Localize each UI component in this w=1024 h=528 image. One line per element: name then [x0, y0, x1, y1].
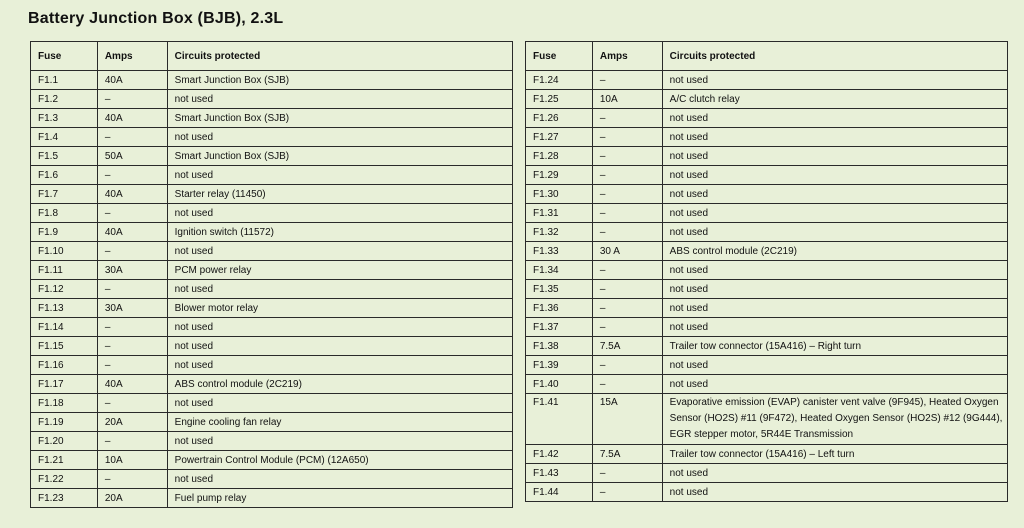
circuit-cell: A/C clutch relay	[662, 90, 1007, 109]
circuit-cell: not used	[167, 204, 512, 223]
table-row	[526, 166, 1008, 185]
table-row	[31, 451, 513, 470]
table-row	[31, 242, 513, 261]
table-row	[31, 147, 513, 166]
fuse-cell: F1.36	[526, 299, 593, 318]
circuit-cell: not used	[167, 356, 512, 375]
circuit-cell: Trailer tow connector (15A416) – Right turn	[662, 337, 1007, 356]
circuit-cell: not used	[662, 299, 1007, 318]
amps-cell: –	[97, 432, 167, 451]
fuse-cell: F1.30	[526, 185, 593, 204]
table-row	[31, 394, 513, 413]
fuse-cell: F1.17	[31, 375, 98, 394]
amps-cell: 20A	[97, 489, 167, 508]
circuit-cell: not used	[662, 223, 1007, 242]
amps-cell: –	[592, 375, 662, 394]
amps-cell: –	[592, 204, 662, 223]
amps-cell: –	[592, 71, 662, 90]
circuit-cell: not used	[167, 432, 512, 451]
amps-cell: –	[592, 299, 662, 318]
fuse-cell: F1.23	[31, 489, 98, 508]
circuit-cell: not used	[167, 90, 512, 109]
circuit-cell: Engine cooling fan relay	[167, 413, 512, 432]
circuit-cell: not used	[662, 280, 1007, 299]
amps-cell: 40A	[97, 109, 167, 128]
table-row	[31, 489, 513, 508]
circuit-cell: Powertrain Control Module (PCM) (12A650)	[167, 451, 512, 470]
amps-cell: –	[592, 109, 662, 128]
amps-cell: –	[592, 464, 662, 483]
column-header-circuits: Circuits protected	[662, 42, 1007, 71]
table-header-row	[31, 42, 513, 71]
table-row	[526, 242, 1008, 261]
column-header-amps: Amps	[592, 42, 662, 71]
amps-cell: –	[97, 166, 167, 185]
amps-cell: –	[592, 166, 662, 185]
fuse-cell: F1.11	[31, 261, 98, 280]
table-row	[31, 71, 513, 90]
amps-cell: 40A	[97, 71, 167, 90]
fuse-cell: F1.37	[526, 318, 593, 337]
table-row	[526, 90, 1008, 109]
fuse-cell: F1.2	[31, 90, 98, 109]
amps-cell: 7.5A	[592, 337, 662, 356]
circuit-cell: Trailer tow connector (15A416) – Left turn	[662, 445, 1007, 464]
circuit-cell: not used	[662, 464, 1007, 483]
amps-cell: –	[97, 280, 167, 299]
fuse-cell: F1.6	[31, 166, 98, 185]
amps-cell: 20A	[97, 413, 167, 432]
fuse-cell: F1.3	[31, 109, 98, 128]
amps-cell: 40A	[97, 185, 167, 204]
amps-cell: –	[592, 280, 662, 299]
amps-cell: –	[97, 337, 167, 356]
amps-cell: 40A	[97, 375, 167, 394]
fuse-table-left	[30, 41, 513, 508]
table-row	[526, 375, 1008, 394]
table-row	[31, 337, 513, 356]
circuit-cell: not used	[662, 71, 1007, 90]
circuit-cell: not used	[662, 147, 1007, 166]
table-row	[31, 261, 513, 280]
fuse-cell: F1.5	[31, 147, 98, 166]
table-row	[31, 413, 513, 432]
fuse-cell: F1.31	[526, 204, 593, 223]
fuse-cell: F1.22	[31, 470, 98, 489]
amps-cell: –	[592, 147, 662, 166]
table-row	[31, 204, 513, 223]
table-row	[31, 318, 513, 337]
circuit-cell: Smart Junction Box (SJB)	[167, 71, 512, 90]
fuse-cell: F1.29	[526, 166, 593, 185]
table-row	[31, 185, 513, 204]
circuit-cell: not used	[167, 166, 512, 185]
amps-cell: –	[592, 223, 662, 242]
amps-cell: –	[97, 90, 167, 109]
fuse-cell: F1.4	[31, 128, 98, 147]
circuit-cell: Fuel pump relay	[167, 489, 512, 508]
circuit-cell: not used	[662, 109, 1007, 128]
table-row	[526, 445, 1008, 464]
circuit-cell: Ignition switch (11572)	[167, 223, 512, 242]
circuit-cell: not used	[662, 185, 1007, 204]
amps-cell: 10A	[97, 451, 167, 470]
fuse-table-right	[525, 41, 1008, 502]
fuse-cell: F1.44	[526, 483, 593, 502]
circuit-cell: not used	[167, 394, 512, 413]
table-row	[526, 464, 1008, 483]
circuit-cell: not used	[662, 483, 1007, 502]
fuse-cell: F1.41	[526, 394, 593, 445]
amps-cell: 50A	[97, 147, 167, 166]
fuse-cell: F1.24	[526, 71, 593, 90]
amps-cell: –	[592, 356, 662, 375]
circuit-cell: ABS control module (2C219)	[167, 375, 512, 394]
amps-cell: –	[97, 318, 167, 337]
circuit-cell: ABS control module (2C219)	[662, 242, 1007, 261]
circuit-cell: Smart Junction Box (SJB)	[167, 109, 512, 128]
fuse-cell: F1.38	[526, 337, 593, 356]
fuse-cell: F1.12	[31, 280, 98, 299]
table-row	[31, 90, 513, 109]
circuit-cell: not used	[662, 375, 1007, 394]
table-row	[31, 470, 513, 489]
amps-cell: 40A	[97, 223, 167, 242]
fuse-cell: F1.28	[526, 147, 593, 166]
fuse-cell: F1.1	[31, 71, 98, 90]
table-row	[526, 261, 1008, 280]
fuse-cell: F1.34	[526, 261, 593, 280]
table-row	[526, 71, 1008, 90]
column-header-circuits: Circuits protected	[167, 42, 512, 71]
fuse-cell: F1.35	[526, 280, 593, 299]
fuse-cell: F1.21	[31, 451, 98, 470]
amps-cell: –	[592, 128, 662, 147]
table-row	[31, 432, 513, 451]
fuse-cell: F1.16	[31, 356, 98, 375]
table-row	[526, 337, 1008, 356]
amps-cell: –	[592, 261, 662, 280]
fuse-cell: F1.20	[31, 432, 98, 451]
fuse-cell: F1.15	[31, 337, 98, 356]
amps-cell: 10A	[592, 90, 662, 109]
amps-cell: –	[592, 185, 662, 204]
fuse-cell: F1.9	[31, 223, 98, 242]
table-row	[526, 356, 1008, 375]
circuit-cell: Blower motor relay	[167, 299, 512, 318]
table-row	[526, 483, 1008, 502]
table-row	[526, 185, 1008, 204]
table-row	[526, 109, 1008, 128]
fuse-cell: F1.14	[31, 318, 98, 337]
table-row	[526, 318, 1008, 337]
table-row	[526, 204, 1008, 223]
amps-cell: –	[97, 394, 167, 413]
table-row	[526, 394, 1008, 445]
table-header-row	[526, 42, 1008, 71]
page-title: Battery Junction Box (BJB), 2.3L	[28, 10, 284, 27]
table-row	[526, 299, 1008, 318]
circuit-cell: not used	[662, 261, 1007, 280]
circuit-cell: Evaporative emission (EVAP) canister vent valve (9F945), Heated Oxygen Sensor (HO2S) #11 (9F472), Heated Oxygen Sensor (HO2S) #12 (9G444), EGR stepper motor, 5R44E Transmission	[662, 394, 1007, 445]
column-header-fuse: Fuse	[526, 42, 593, 71]
circuit-cell: not used	[167, 242, 512, 261]
fuse-cell: F1.32	[526, 223, 593, 242]
circuit-cell: not used	[662, 204, 1007, 223]
fuse-cell: F1.39	[526, 356, 593, 375]
fuse-cell: F1.19	[31, 413, 98, 432]
amps-cell: –	[592, 318, 662, 337]
table-row	[31, 356, 513, 375]
circuit-cell: not used	[167, 337, 512, 356]
fuse-cell: F1.8	[31, 204, 98, 223]
fuse-cell: F1.25	[526, 90, 593, 109]
amps-cell: –	[592, 483, 662, 502]
table-row	[526, 128, 1008, 147]
table-row	[31, 280, 513, 299]
circuit-cell: not used	[167, 128, 512, 147]
table-row	[31, 299, 513, 318]
table-row	[31, 375, 513, 394]
amps-cell: 7.5A	[592, 445, 662, 464]
amps-cell: 30A	[97, 261, 167, 280]
amps-cell: 30 A	[592, 242, 662, 261]
circuit-cell: not used	[167, 470, 512, 489]
fuse-cell: F1.7	[31, 185, 98, 204]
circuit-cell: not used	[662, 318, 1007, 337]
amps-cell: 15A	[592, 394, 662, 445]
fuse-cell: F1.43	[526, 464, 593, 483]
table-row	[31, 128, 513, 147]
amps-cell: –	[97, 356, 167, 375]
fuse-cell: F1.40	[526, 375, 593, 394]
table-row	[526, 280, 1008, 299]
amps-cell: –	[97, 242, 167, 261]
amps-cell: 30A	[97, 299, 167, 318]
column-header-fuse: Fuse	[31, 42, 98, 71]
circuit-cell: Smart Junction Box (SJB)	[167, 147, 512, 166]
circuit-cell: not used	[167, 280, 512, 299]
circuit-cell: not used	[662, 128, 1007, 147]
circuit-cell: not used	[662, 356, 1007, 375]
column-header-amps: Amps	[97, 42, 167, 71]
table-row	[526, 147, 1008, 166]
circuit-cell: not used	[662, 166, 1007, 185]
table-row	[31, 109, 513, 128]
circuit-cell: not used	[167, 318, 512, 337]
fuse-cell: F1.18	[31, 394, 98, 413]
fuse-cell: F1.27	[526, 128, 593, 147]
amps-cell: –	[97, 128, 167, 147]
table-row	[526, 223, 1008, 242]
fuse-cell: F1.10	[31, 242, 98, 261]
table-row	[31, 166, 513, 185]
fuse-cell: F1.42	[526, 445, 593, 464]
table-row	[31, 223, 513, 242]
circuit-cell: Starter relay (11450)	[167, 185, 512, 204]
fuse-cell: F1.26	[526, 109, 593, 128]
amps-cell: –	[97, 204, 167, 223]
circuit-cell: PCM power relay	[167, 261, 512, 280]
fuse-cell: F1.33	[526, 242, 593, 261]
fuse-cell: F1.13	[31, 299, 98, 318]
amps-cell: –	[97, 470, 167, 489]
